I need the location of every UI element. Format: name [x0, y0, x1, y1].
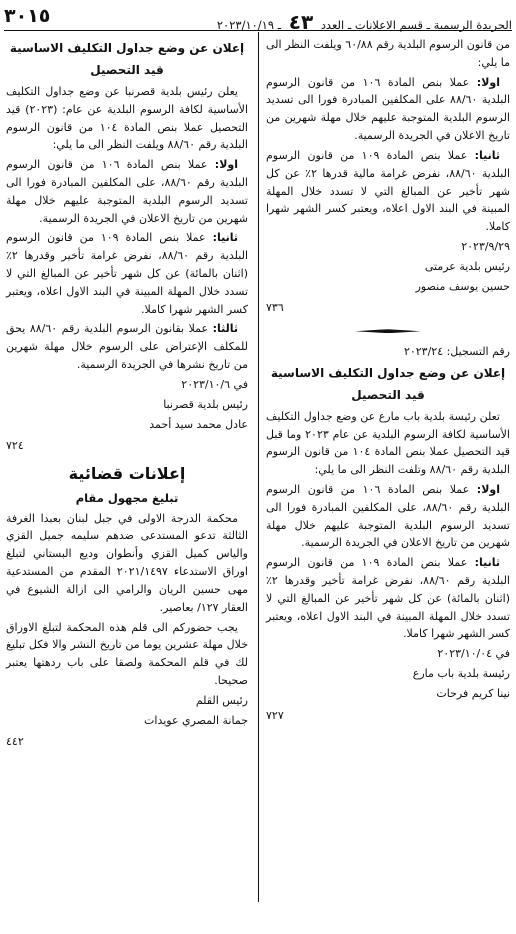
clause-text: عملا بنص المادة ١٠٦ من قانون الرسوم البلدية ٨٨/٦٠ على المكلفين المبادرة فورا الى تسديد الرسوم البلدية المتوجبة عليهم خلال مهلة شهرين من تاريخ الاعلان في الجريدة الرسمية. [266, 75, 510, 143]
clause-third [6, 320, 248, 373]
clause-label: اولا: [476, 75, 500, 89]
court-notice-text: محكمة الدرجة الاولى في جبل لبنان بعبدا الغرفة الثالثة تدعو المستدعى ضدهم سليمه جميل القزي والياس كميل القزي وأنطوان وديع البستاني لتبلغ اوراق الاستدعاء ٢٠٢١/١٤٩٧ المقدم من المستدعية مهى حسين الريان والرامي الى ازالة الشيوع في العقار ١٢٧/ بعاصير. [6, 511, 248, 614]
clause-second [266, 147, 510, 236]
clause-label: ثالثا: [212, 322, 238, 336]
clause-text: عملا بقانون الرسوم البلدية رقم ٨٨/٦٠ يحق للمكلف الإعتراض على الرسوم خلال مهلة شهرين من تاريخ نشرها في الجريدة الرسمية. [6, 322, 248, 372]
signatory-name: نينا كريم فرحات [436, 686, 510, 700]
page-number: ٣٠١٥ [4, 5, 51, 27]
signatory-name: عادل محمد سيد أحمد [149, 417, 248, 431]
registration-number: رقم التسجيل: ٢٠٢٣/٢٤ [403, 345, 510, 358]
notice-intro-text: من قانون الرسوم البلدية رقم ٦٠/٨٨ ويلفت النظر الى ما يلي: [266, 38, 510, 69]
notice-title: إعلان عن وضع جداول التكليف الاساسية [9, 41, 245, 55]
clause-second [266, 554, 510, 643]
clause-first [6, 156, 248, 227]
notice-subtitle: قيد التحصيل [90, 63, 164, 78]
court-notice-text: يجب حضوركم الى قلم هذه المحكمة لتبلغ الاوراق خلال مهلة عشرين يوما من تاريخ النشر والا فكل تبليغ لك في قلم المحكمة ولصقا على باب ردهتها يعتبر صحيحا. [6, 620, 248, 687]
signatory-title: رئيسة بلدية باب مارع [412, 667, 510, 681]
clause-second [6, 229, 248, 318]
signatory-name: حسين يوسف منصور [415, 279, 510, 293]
header-title [217, 6, 512, 38]
notice-number: ٧٣٦ [266, 301, 284, 315]
section-heading: إعلانات قضائية [68, 464, 186, 484]
notice-subtitle: قيد التحصيل [351, 388, 425, 403]
clause-first [266, 481, 510, 552]
clause-text: عملا بنص المادة ١٠٩ من قانون الرسوم البلدية رقم ٨٨/٦٠، نفرض غرامة تأخير وقدرها ٢٪ (اثنان بالمائة) عن كل شهر تأخير عن المبالغ التي لا تسدد خلال المهلة المبينة في البند الاول اعلاه، ويعتبر كسر الشهر شهرا كاملا. [266, 556, 510, 641]
clause-text: عملا بنص المادة ١٠٦ من قانون الرسوم البلدية رقم ٨٨/٦٠، على المكلفين المبادرة فورا الى تسديد الرسوم البلدية المتوجبة عليهم خلال مهلة شهرين من تاريخ الاعلان في الجريدة الرسمية. [6, 158, 248, 225]
right-column [266, 36, 510, 727]
clause-label: ثانيا: [474, 148, 500, 162]
clause-first [266, 74, 510, 145]
issue-number: ٤٣ [288, 10, 314, 34]
signatory-title: رئيس بلدية قصرنبا [163, 397, 248, 411]
notice-intro-text: يعلن رئيس بلدية قصرنبا عن وضع جداول التكليف الأساسية لكافة الرسوم البلدية عن عام: (٢٠٢٣) قيد التحصيل عملا بنص المادة ١٠٤ من قانون الرسوم البلدية رقم ٨٨/٦٠ ويلفت النظر الى ما يلي: [6, 84, 248, 152]
signatory-title: رئيس بلدية عرمتى [424, 259, 510, 273]
header-rule [4, 30, 512, 31]
clause-text: عملا بنص المادة ١٠٩ من قانون الرسوم البلدية ٨٨/٦٠، نفرض غرامة مالية قدرها ٢٪ عن كل شهر تأخير عن المبالغ التي لا تسدد خلال المهلة المبينة في البند الاول اعلاه، ويعتبر كسر الشهر شهرا كاملا. [266, 148, 510, 234]
notice-title: إعلان عن وضع جداول التكليف الاساسية [270, 365, 506, 380]
notice-number: ٤٤٢ [6, 735, 24, 749]
signatory-title: رئيس القلم [195, 693, 248, 707]
notice-date: في ٢٠٢٣/١٠/٦ [181, 377, 248, 391]
left-column [6, 36, 248, 753]
clause-label: ثانيا: [212, 231, 238, 245]
clause-label: اولا: [476, 482, 500, 496]
clause-label: ثانيا: [474, 556, 500, 570]
notice-number: ٧٢٧ [266, 708, 284, 722]
clause-label: اولا: [214, 158, 238, 172]
issue-date: ـ ٢٠٢٣/١٠/١٩ [216, 18, 282, 32]
notice-number: ٧٢٤ [6, 439, 24, 453]
clause-text: عملا بنص المادة ١٠٦ من قانون الرسوم البلدية رقم ٨٨/٦٠، على المكلفين المبادرة فورا الى تسديد الرسوم البلدية المتوجبة عليهم خلال مهلة شهرين من تاريخ الاعلان في الجريدة الرسمية. [266, 482, 510, 550]
notice-subtitle: تبليغ مجهول مقام [75, 491, 179, 506]
separator-ornament [266, 321, 510, 339]
column-divider [258, 32, 259, 902]
gazette-name: الجريدة الرسمية ـ قسم الاعلانات ـ العدد [320, 18, 512, 32]
signatory-name: جمانة المصري عويدات [144, 713, 248, 727]
page-header [0, 0, 516, 34]
notice-date: ٢٠٢٣/٩/٢٩ [461, 239, 510, 253]
notice-date: في ٢٠٢٣/١٠/٠٤ [437, 647, 510, 661]
notice-intro-text: تعلن رئيسة بلدية باب مارع عن وضع جداول التكليف الأساسية لكافة الرسوم البلدية عن عام ٢٠٢٣ وما قبل قيد التحصيل عملا بنص المادة ١٠٤ من قانون الرسوم البلدية رقم ٨٨/٦٠ وتلفت النظر الى ما يلي: [266, 409, 510, 477]
clause-text: عملا بنص المادة ١٠٩ من قانون الرسوم البلدية رقم ٨٨/٦٠، نفرض غرامة تأخير وقدرها ٢٪ (اثنان بالمائة) عن كل شهر تأخير عن المبالغ التي لا تسدد خلال المهلة المبينة في البند الاول اعلاه، ويعتبر كسر الشهر شهرا كاملا. [6, 231, 248, 316]
